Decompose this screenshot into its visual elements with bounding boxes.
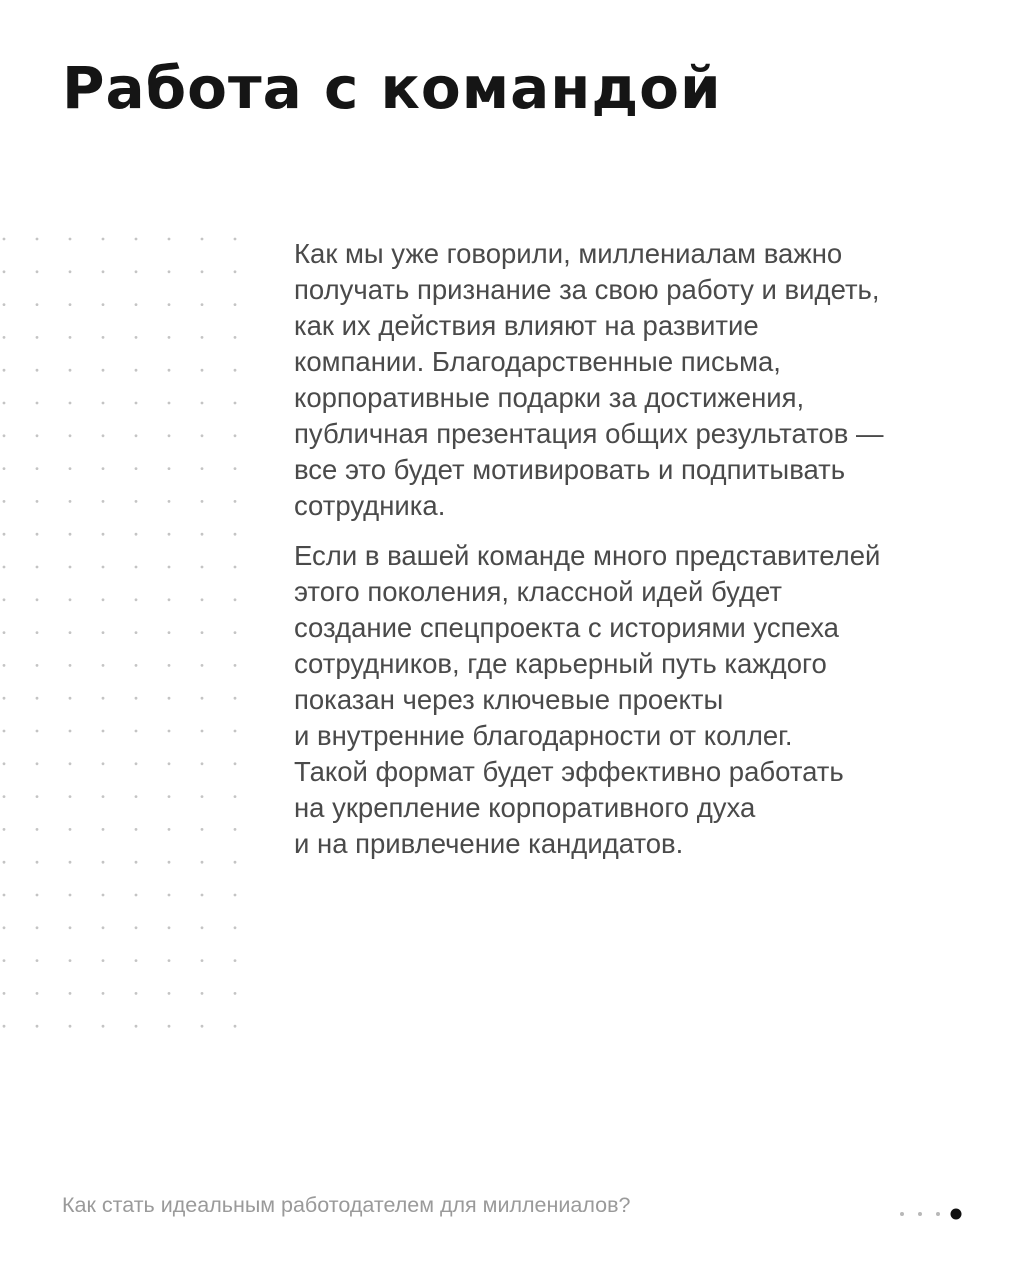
grid-dot <box>135 566 138 569</box>
grid-dot <box>102 467 105 470</box>
grid-dot <box>201 336 204 339</box>
grid-dot <box>3 303 6 306</box>
grid-dot <box>3 598 6 601</box>
grid-dot <box>36 566 39 569</box>
grid-dot <box>135 598 138 601</box>
grid-dot <box>69 762 72 765</box>
grid-dot <box>234 730 237 733</box>
grid-dot <box>234 1025 237 1028</box>
grid-dot <box>36 303 39 306</box>
page-indicator <box>898 1205 968 1223</box>
grid-dot <box>234 664 237 667</box>
grid-dot <box>234 631 237 634</box>
grid-dot <box>168 500 171 503</box>
grid-dot <box>168 697 171 700</box>
grid-dot <box>102 238 105 241</box>
grid-dot <box>168 828 171 831</box>
grid-dot <box>201 434 204 437</box>
article-body <box>294 236 974 862</box>
grid-dot <box>102 795 105 798</box>
grid-dot <box>36 730 39 733</box>
grid-dot <box>69 697 72 700</box>
grid-dot <box>168 992 171 995</box>
grid-dot <box>135 992 138 995</box>
grid-dot <box>234 861 237 864</box>
grid-dot <box>36 434 39 437</box>
grid-dot <box>36 598 39 601</box>
grid-dot <box>201 762 204 765</box>
grid-dot <box>36 664 39 667</box>
grid-dot <box>69 270 72 273</box>
grid-dot <box>201 992 204 995</box>
grid-dot <box>168 1025 171 1028</box>
grid-dot <box>201 926 204 929</box>
page-dot <box>900 1212 904 1216</box>
grid-dot <box>168 762 171 765</box>
page-title: Работа с командой <box>62 54 722 122</box>
grid-dot <box>36 369 39 372</box>
grid-dot <box>102 533 105 536</box>
grid-dot <box>135 500 138 503</box>
grid-dot <box>3 533 6 536</box>
grid-dot <box>69 500 72 503</box>
grid-dot <box>135 664 138 667</box>
grid-dot <box>102 402 105 405</box>
grid-dot <box>69 664 72 667</box>
grid-dot <box>168 303 171 306</box>
grid-dot <box>3 861 6 864</box>
grid-dot <box>36 500 39 503</box>
grid-dot <box>234 992 237 995</box>
grid-dot <box>3 795 6 798</box>
grid-dot <box>168 861 171 864</box>
grid-dot <box>201 795 204 798</box>
grid-dot <box>168 238 171 241</box>
grid-dot <box>69 402 72 405</box>
grid-dot <box>3 566 6 569</box>
grid-dot <box>102 303 105 306</box>
grid-dot <box>135 861 138 864</box>
grid-dot <box>3 926 6 929</box>
grid-dot <box>135 828 138 831</box>
series-title: Как стать идеальным работодателем для миллениалов? <box>62 1193 631 1217</box>
grid-dot <box>36 861 39 864</box>
grid-dot <box>69 894 72 897</box>
grid-dot <box>201 369 204 372</box>
grid-dot <box>168 434 171 437</box>
grid-dot <box>69 336 72 339</box>
grid-dot <box>69 795 72 798</box>
grid-dot <box>3 402 6 405</box>
grid-dot <box>3 631 6 634</box>
grid-dot <box>69 926 72 929</box>
grid-dot <box>234 762 237 765</box>
grid-dot <box>3 369 6 372</box>
grid-dot <box>168 926 171 929</box>
grid-dot <box>234 795 237 798</box>
grid-dot <box>234 270 237 273</box>
grid-dot <box>201 566 204 569</box>
grid-dot <box>234 697 237 700</box>
grid-dot <box>36 795 39 798</box>
grid-dot <box>201 467 204 470</box>
grid-dot <box>3 270 6 273</box>
grid-dot <box>135 762 138 765</box>
grid-dot <box>36 697 39 700</box>
grid-dot <box>102 369 105 372</box>
grid-dot <box>135 533 138 536</box>
grid-dot <box>3 1025 6 1028</box>
grid-dot <box>135 795 138 798</box>
grid-dot <box>102 959 105 962</box>
grid-dot <box>135 402 138 405</box>
grid-dot <box>69 959 72 962</box>
grid-dot <box>102 697 105 700</box>
grid-dot <box>69 434 72 437</box>
grid-dot <box>36 533 39 536</box>
grid-dot <box>3 992 6 995</box>
grid-dot <box>3 697 6 700</box>
grid-dot <box>3 238 6 241</box>
grid-dot <box>168 369 171 372</box>
dot-grid-decoration <box>0 236 240 1036</box>
grid-dot <box>168 730 171 733</box>
grid-dot <box>102 566 105 569</box>
grid-dot <box>102 894 105 897</box>
grid-dot <box>69 631 72 634</box>
grid-dot <box>69 303 72 306</box>
grid-dot <box>168 533 171 536</box>
grid-dot <box>3 894 6 897</box>
grid-dot <box>201 1025 204 1028</box>
grid-dot <box>201 631 204 634</box>
grid-dot <box>168 894 171 897</box>
grid-dot <box>3 336 6 339</box>
grid-dot <box>201 697 204 700</box>
paragraph-2: Если в вашей команде много представителей этого поколения, классной идей будет создание спецпроекта с историями успеха сотрудников, где карьерный путь каждого показан через ключевые проекты и внутренние благодарности от коллег. Такой формат будет эффективно работать на укрепление корпоративного духа и на привлечение кандидатов. <box>294 540 881 859</box>
grid-dot <box>3 500 6 503</box>
grid-dot <box>69 861 72 864</box>
grid-dot <box>168 336 171 339</box>
grid-dot <box>234 926 237 929</box>
page-dot <box>918 1212 922 1216</box>
grid-dot <box>201 664 204 667</box>
grid-dot <box>234 434 237 437</box>
grid-dot <box>234 369 237 372</box>
grid-dot <box>234 303 237 306</box>
grid-dot <box>168 467 171 470</box>
grid-dot <box>3 762 6 765</box>
grid-dot <box>69 598 72 601</box>
grid-dot <box>201 270 204 273</box>
grid-dot <box>69 533 72 536</box>
grid-dot <box>234 894 237 897</box>
grid-dot <box>36 1025 39 1028</box>
grid-dot <box>168 631 171 634</box>
grid-dot <box>201 730 204 733</box>
grid-dot <box>201 238 204 241</box>
grid-dot <box>69 1025 72 1028</box>
grid-dot <box>36 894 39 897</box>
grid-dot <box>168 795 171 798</box>
grid-dot <box>168 664 171 667</box>
grid-dot <box>69 730 72 733</box>
grid-dot <box>3 959 6 962</box>
grid-dot <box>36 467 39 470</box>
grid-dot <box>36 238 39 241</box>
grid-dot <box>201 533 204 536</box>
grid-dot <box>36 336 39 339</box>
grid-dot <box>135 730 138 733</box>
grid-dot <box>135 1025 138 1028</box>
grid-dot <box>3 664 6 667</box>
grid-dot <box>102 270 105 273</box>
grid-dot <box>201 303 204 306</box>
grid-dot <box>234 336 237 339</box>
grid-dot <box>168 959 171 962</box>
grid-dot <box>69 828 72 831</box>
grid-dot <box>135 631 138 634</box>
grid-dot <box>36 828 39 831</box>
grid-dot <box>201 500 204 503</box>
grid-dot <box>36 959 39 962</box>
grid-dot <box>168 598 171 601</box>
grid-dot <box>36 992 39 995</box>
grid-dot <box>69 992 72 995</box>
grid-dot <box>135 959 138 962</box>
grid-dot <box>36 631 39 634</box>
grid-dot <box>102 336 105 339</box>
page-dot <box>936 1212 940 1216</box>
grid-dot <box>135 434 138 437</box>
grid-dot <box>135 369 138 372</box>
grid-dot <box>135 467 138 470</box>
grid-dot <box>201 894 204 897</box>
grid-dot <box>102 861 105 864</box>
grid-dot <box>102 434 105 437</box>
grid-dot <box>3 828 6 831</box>
grid-dot <box>102 1025 105 1028</box>
grid-dot <box>234 959 237 962</box>
grid-dot <box>3 434 6 437</box>
grid-dot <box>36 270 39 273</box>
grid-dot <box>36 762 39 765</box>
grid-dot <box>201 828 204 831</box>
grid-dot <box>102 730 105 733</box>
grid-dot <box>168 566 171 569</box>
grid-dot <box>3 467 6 470</box>
grid-dot <box>36 926 39 929</box>
grid-dot <box>201 598 204 601</box>
grid-dot <box>201 959 204 962</box>
grid-dot <box>234 533 237 536</box>
grid-dot <box>102 664 105 667</box>
grid-dot <box>234 500 237 503</box>
grid-dot <box>135 336 138 339</box>
grid-dot <box>201 402 204 405</box>
grid-dot <box>135 697 138 700</box>
grid-dot <box>102 762 105 765</box>
grid-dot <box>69 369 72 372</box>
grid-dot <box>234 598 237 601</box>
grid-dot <box>168 402 171 405</box>
grid-dot <box>234 238 237 241</box>
grid-dot <box>102 631 105 634</box>
grid-dot <box>234 402 237 405</box>
paragraph-1: Как мы уже говорили, миллениалам важно получать признание за свою работу и видеть, как их действия влияют на развитие компании. Благодарственные письма, корпоративные подарки за достижения, публичная презентация общих результатов — все это будет мотивировать и подпитывать сотрудника. <box>294 238 884 521</box>
grid-dot <box>3 730 6 733</box>
grid-dot <box>69 467 72 470</box>
grid-dot <box>135 894 138 897</box>
grid-dot <box>102 992 105 995</box>
grid-dot <box>102 828 105 831</box>
grid-dot <box>102 598 105 601</box>
grid-dot <box>234 828 237 831</box>
page-dot-active <box>951 1209 962 1220</box>
grid-dot <box>36 402 39 405</box>
grid-dot <box>168 270 171 273</box>
grid-dot <box>102 926 105 929</box>
grid-dot <box>234 467 237 470</box>
grid-dot <box>135 303 138 306</box>
grid-dot <box>135 270 138 273</box>
grid-dot <box>234 566 237 569</box>
grid-dot <box>135 926 138 929</box>
grid-dot <box>102 500 105 503</box>
grid-dot <box>69 566 72 569</box>
grid-dot <box>135 238 138 241</box>
grid-dot <box>201 861 204 864</box>
grid-dot <box>69 238 72 241</box>
